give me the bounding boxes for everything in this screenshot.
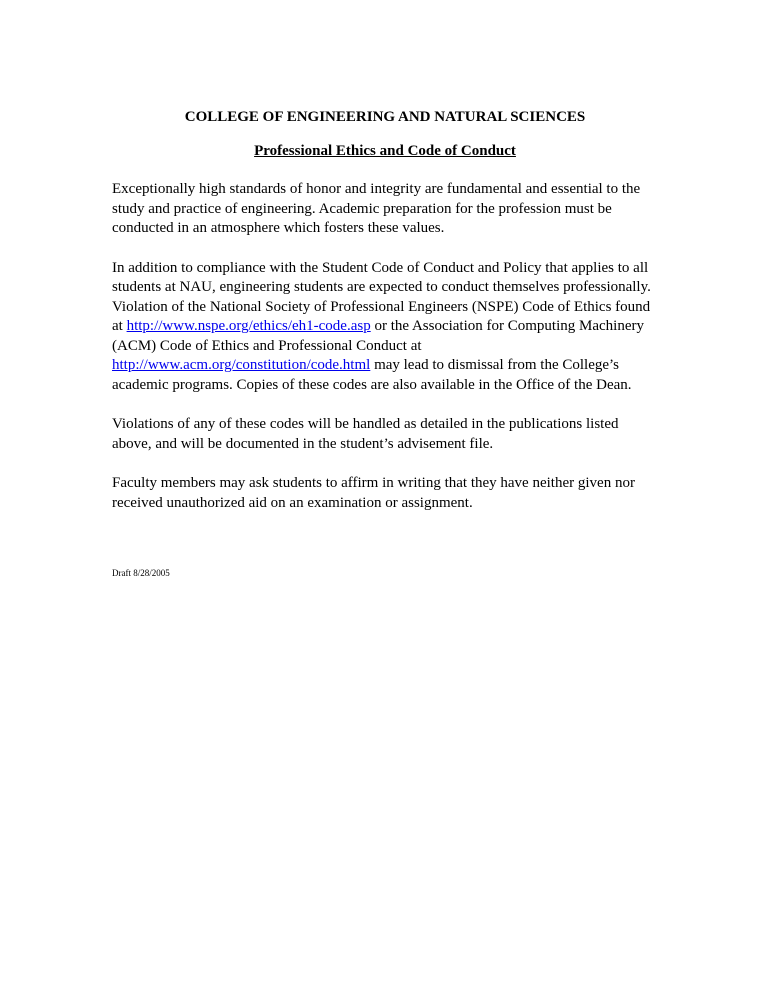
paragraph-violations: Violations of any of these codes will be handled as detailed in the publications listed above, and will be documented in the student’s advisement file. xyxy=(112,416,619,452)
paragraph-compliance-text-2: or the Association for Computing Machinery (ACM) Code of Ethics and Professional Conduct at xyxy=(112,318,644,354)
nspe-ethics-link[interactable]: http://www.nspe.org/ethics/eh1-code.asp xyxy=(126,318,371,334)
college-title: COLLEGE OF ENGINEERING AND NATURAL SCIENCES xyxy=(184,109,586,125)
draft-date: Draft 8/28/2005 xyxy=(112,568,170,578)
paragraph-compliance-text-1: In addition to compliance with the Student Code of Conduct and Policy that applies to all students at NAU, engineering students are expected to conduct themselves professionally. Violation of the National Society of Professional Engineers (NSPE) Code of Ethics found at xyxy=(112,259,651,334)
paragraph-affirmation: Faculty members may ask students to affirm in writing that they have neither given nor received unauthorized aid on an examination or assignment. xyxy=(112,475,635,511)
document-subtitle: Professional Ethics and Code of Conduct xyxy=(254,143,516,159)
paragraph-compliance-text-3: may lead to dismissal from the College’s academic programs. Copies of these codes are also available in the Office of the Dean. xyxy=(112,357,632,393)
acm-code-link[interactable]: http://www.acm.org/constitution/code.html xyxy=(112,357,371,373)
paragraph-standards: Exceptionally high standards of honor and integrity are fundamental and essential to the study and practice of engineering. Academic preparation for the profession must be conducted in an atmosphere which fosters these values. xyxy=(112,181,641,236)
paragraph-compliance xyxy=(112,259,658,396)
